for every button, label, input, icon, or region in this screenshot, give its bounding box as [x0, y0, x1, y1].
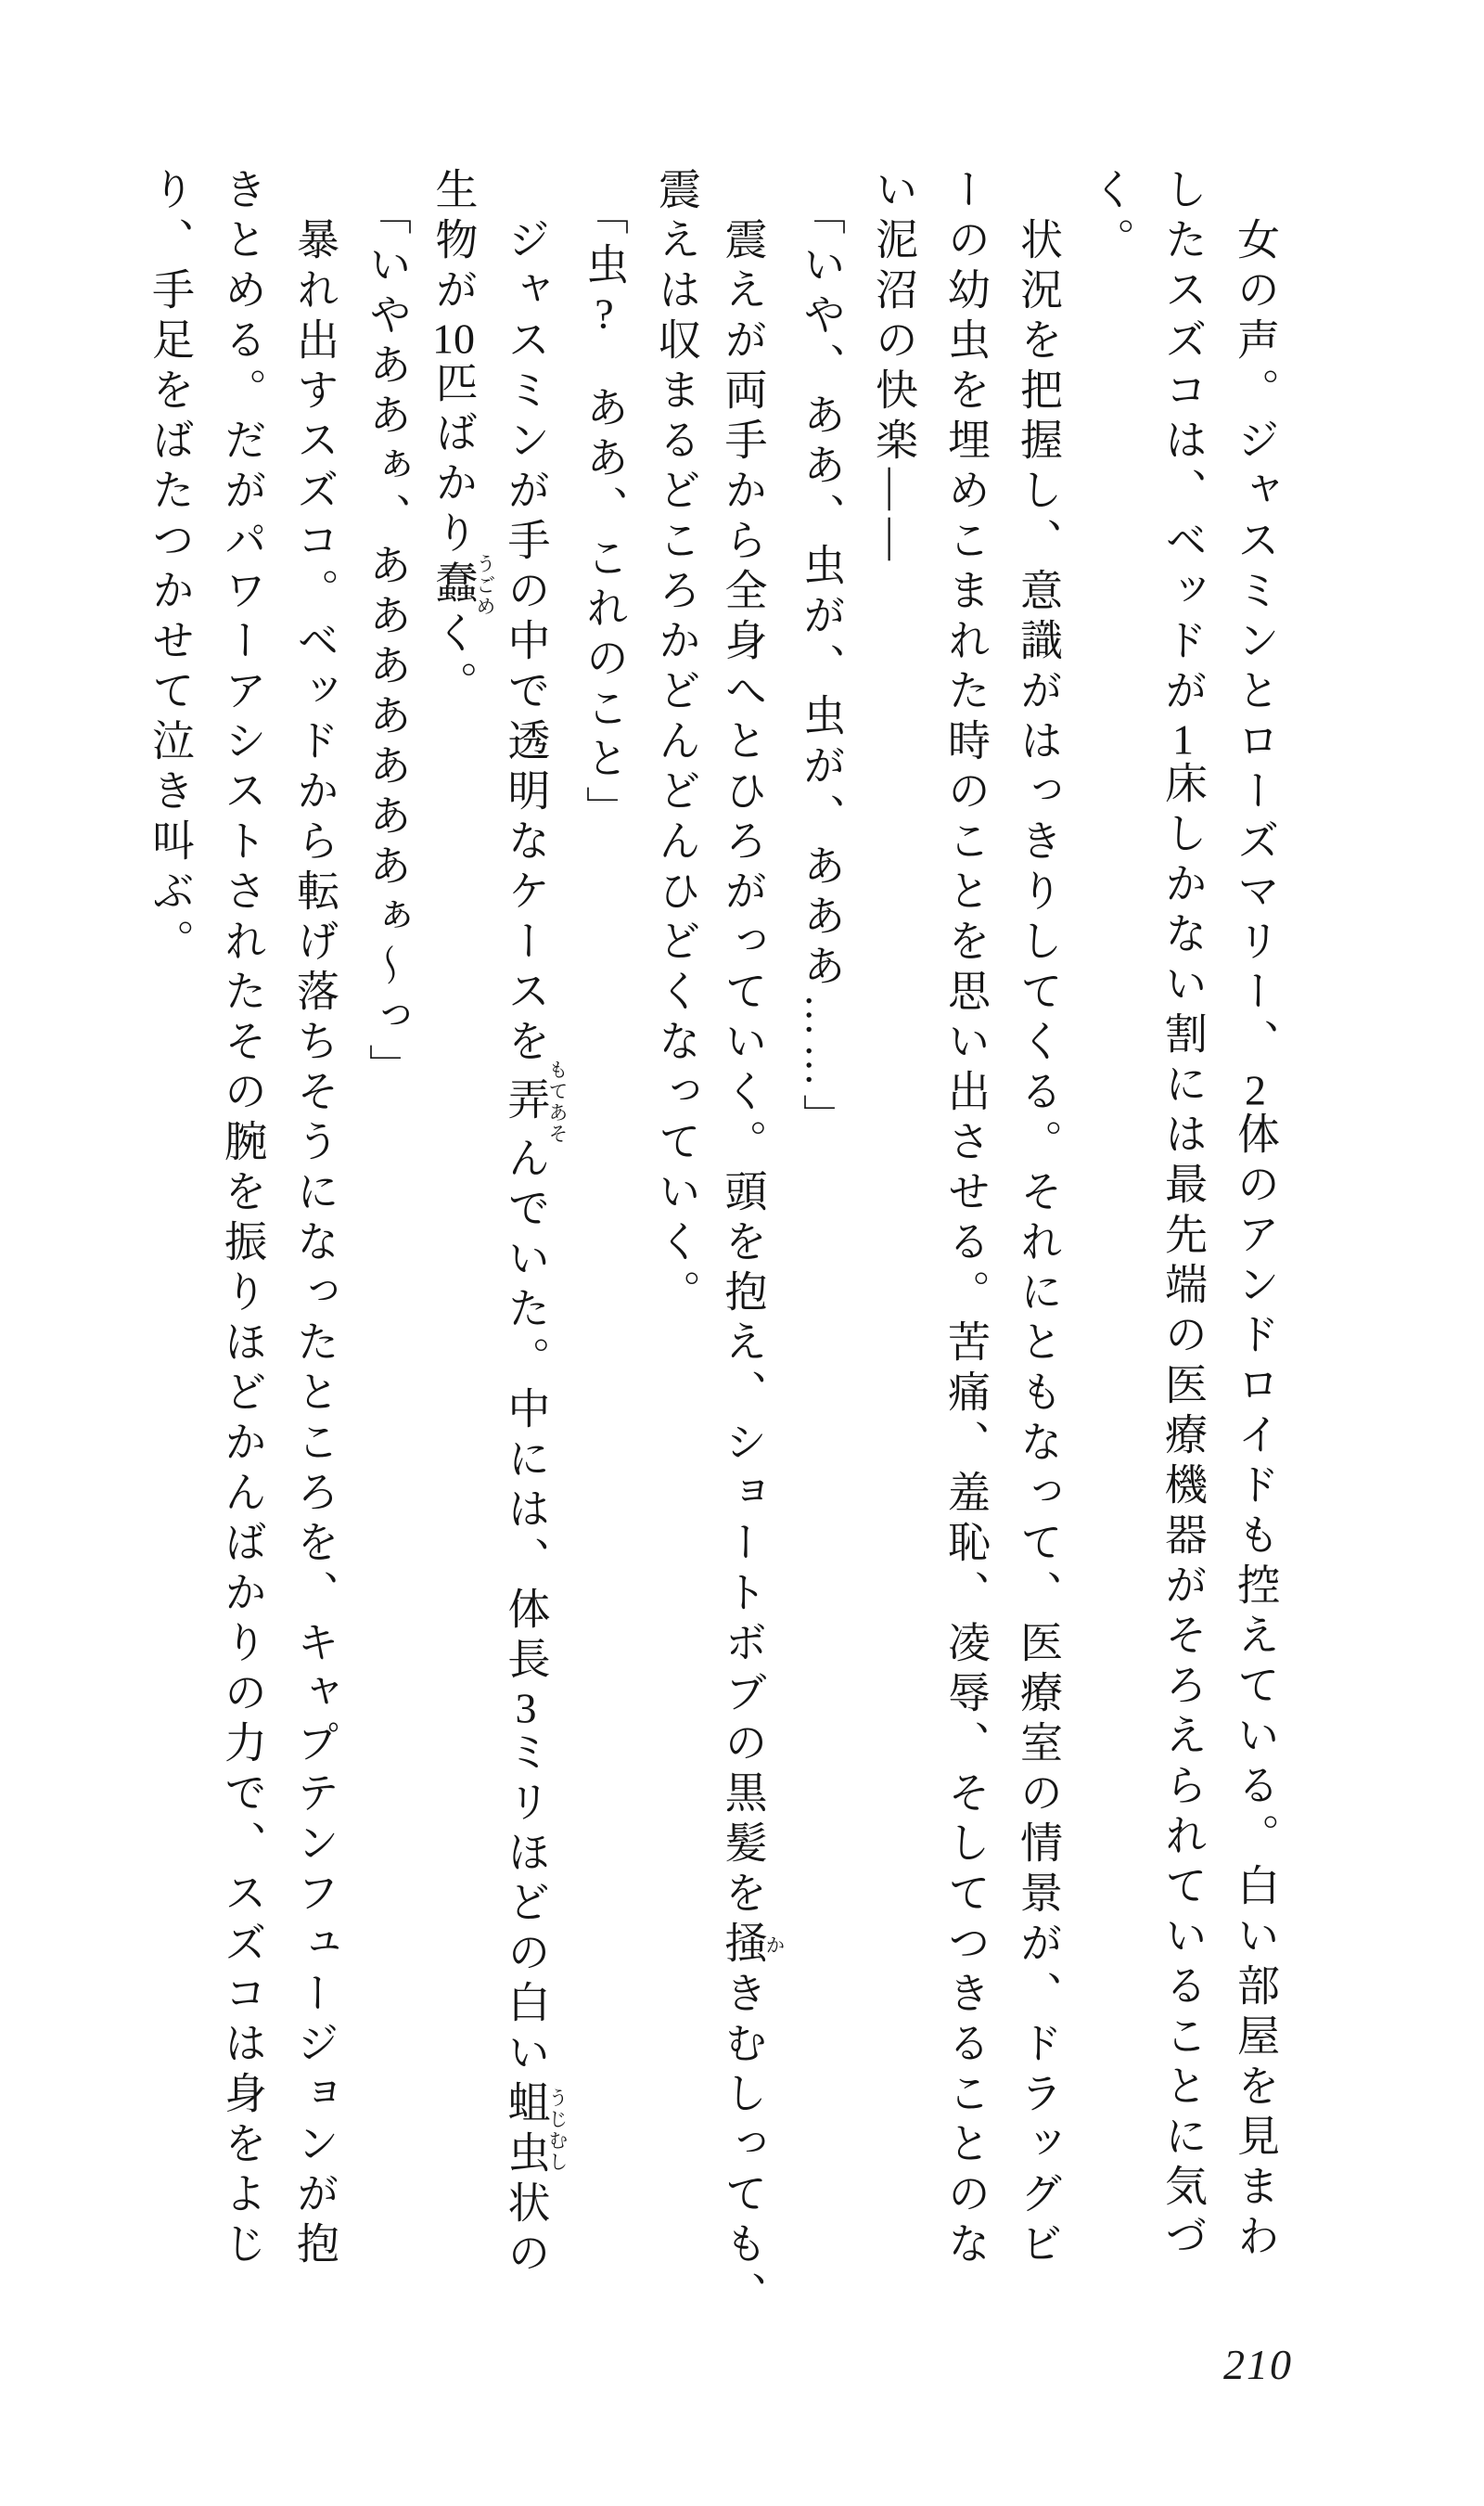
- text-column-6: い泥沼の快楽――: [870, 167, 917, 568]
- upright-digits: 10: [432, 317, 475, 360]
- text-column-9: 震えは収まるどころかどんどんひどくなっていく。: [653, 167, 700, 1319]
- ruby-annotated-word: 掻か: [719, 1921, 786, 1971]
- furigana: もてあそ: [546, 1060, 569, 1145]
- text-column-8: 震えが両手から全身へとひろがっていく。頭を抱え、ショートボブの黒髪を掻かきむしっても、: [719, 217, 786, 2321]
- text-column-13: 「いやああぁ、あああああああぁ〜っ」: [364, 192, 411, 1094]
- upright-digits: 1: [1172, 718, 1194, 761]
- text-column-14: 暴れ出すスズコ。ベッドから転げ落ちそうになったところを、キャプテンフュージョンが抱: [291, 217, 339, 2271]
- page-number: 210: [1223, 2341, 1293, 2388]
- furigana: うじむし: [546, 2080, 569, 2180]
- ruby-annotated-word: 弄もてあそ: [502, 1060, 569, 1145]
- text-block: [134, 167, 1291, 2329]
- furigana: うごめ: [474, 553, 496, 618]
- text-column-10: 「虫? ああ、これのこと」: [581, 192, 628, 836]
- text-column-4: 状況を把握し、意識がはっきりしてくる。それにともなって、医療室の情景が、ドラッグビ: [1015, 217, 1062, 2271]
- upright-digits: 2: [1245, 1069, 1266, 1112]
- upright-digits: ?: [595, 292, 614, 335]
- upright-digits: 3: [515, 1687, 537, 1729]
- text-column-3: く。: [1087, 167, 1134, 267]
- text-column-2: したスズコは、ベッドが1床しかない割には最先端の医療機器がそろえられていることに気づ: [1159, 167, 1207, 2264]
- text-column-1: 女の声。ジャスミンとローズマリー、2体のアンドロイドも控えている。白い部屋を見まわ: [1232, 217, 1279, 2264]
- ruby-annotated-word: 蠢うごめ: [429, 553, 496, 618]
- text-column-12: 生物が10匹ばかり蠢うごめく。: [429, 167, 496, 711]
- text-column-16: り、手足をばたつかせて泣き叫ぶ。: [147, 167, 194, 969]
- text-column-5: ーの幼虫を埋めこまれた時のことを思い出させる。苦痛、羞恥、凌辱、そしてつきることのな: [942, 167, 990, 2271]
- furigana: か: [763, 1921, 786, 1971]
- ruby-annotated-word: 蛆虫うじむし: [502, 2080, 569, 2180]
- text-column-15: きとめる。だがパワーアシストされたその腕を振りほどかんばかりの力で、スズコは身をよじ: [219, 167, 266, 2271]
- text-column-11: ジャスミンが手の中で透明なケースを弄もてあそんでいた。中には、体長3ミリほどの白い蛆虫うじむし状の: [502, 217, 569, 2281]
- text-column-7: 「いや、ああ、虫が、虫が、あああ……」: [798, 192, 845, 1144]
